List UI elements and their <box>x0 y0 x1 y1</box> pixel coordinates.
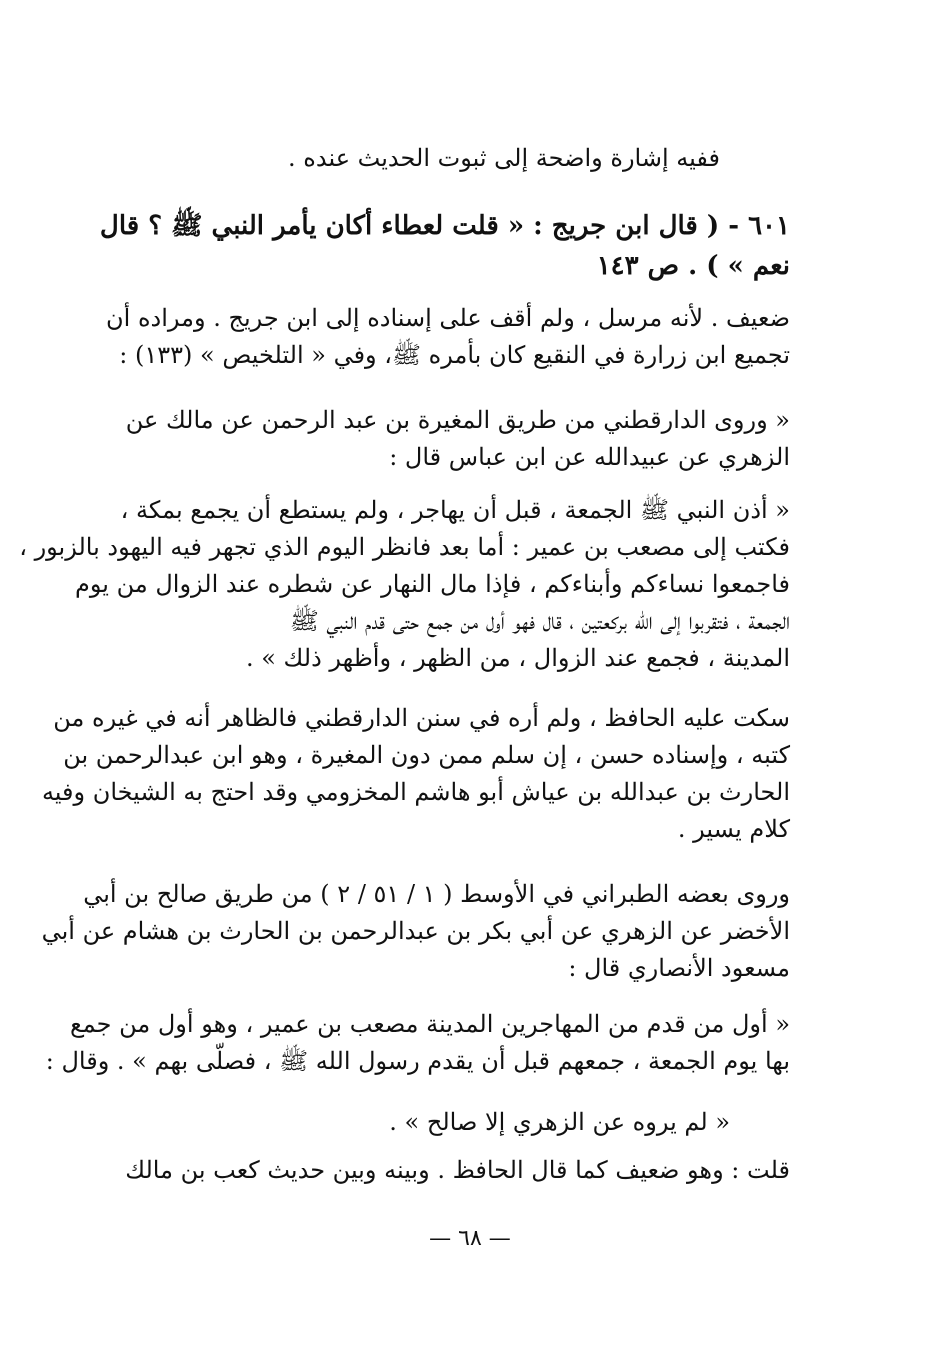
paragraph-tabarani-remark <box>50 1104 730 1141</box>
paragraph-daraqutni-chain <box>110 402 790 476</box>
text-line: فاجمعوا نساءكم وأبناءكم ، فإذا مال النهار عن شطره عند الزوال من يوم <box>75 570 790 598</box>
text-line: المدينة ، فجمع عند الزوال ، من الظهر ، وأظهر ذلك » . <box>245 644 790 672</box>
text-line: الزهري عن عبيدالله عن ابن عباس قال : <box>389 443 790 471</box>
text-line: ضعيف . لأنه مرسل ، ولم أقف على إسناده إلى ابن جريج . ومراده أن <box>106 304 790 332</box>
paragraph-tabarani-chain <box>41 876 790 987</box>
text-line: الحارث بن عبدالله بن عياش أبو هاشم المخزومي وقد احتج به الشيخان وفيه <box>41 778 790 806</box>
text-line: قلت : وهو ضعيف كما قال الحافظ . وبينه وبين حديث كعب بن مالك <box>125 1156 790 1184</box>
paragraph-intro-line <box>40 140 720 177</box>
text-line: « لم يروه عن الزهري إلا صالح » . <box>389 1108 730 1136</box>
page-number: — ٦٨ — <box>429 1226 511 1251</box>
text-line: سكت عليه الحافظ ، ولم أره في سنن الدارقطني فالظاهر أنه في غيره من <box>53 704 790 732</box>
text-line: « أول من قدم من المهاجرين المدينة مصعب بن عمير ، وهو أول من جمع <box>70 1010 790 1038</box>
text-line: بها يوم الجمعة ، جمعهم قبل أن يقدم رسول الله ﷺ ، فصلّى بهم » . وقال : <box>45 1047 790 1075</box>
text-line: مسعود الأنصاري قال : <box>568 954 790 982</box>
text-line: ٦٠١ - ( قال ابن جريج : « قلت لعطاء أكان يأمر النبي ﷺ ؟ قال <box>99 211 790 241</box>
paragraph-ibn-abbas-hadith <box>19 492 790 677</box>
paragraph-grading-paragraph <box>106 300 790 374</box>
text-line: فكتب إلى مصعب بن عمير : أما بعد فانظر اليوم الذي تجهر فيه اليهود بالزبور ، <box>19 533 790 561</box>
paragraph-abu-masud-hadith <box>45 1006 790 1080</box>
paragraph-hafiz-comment <box>41 700 790 848</box>
text-line: الجمعة ، فتقربوا إلى الله بركعتين ، قال فهو أول من جمع حتى قدم النبي ﷺ <box>289 607 790 635</box>
text-line: نعم » ) . ص ١٤٣ <box>596 251 790 281</box>
text-line: كلام يسير . <box>677 815 790 843</box>
text-line: « وروى الدارقطني من طريق المغيرة بن عبد الرحمن عن مالك عن <box>125 406 790 434</box>
text-line: الأخضر عن الزهري عن أبي بكر بن عبدالرحمن بن الحارث بن هشام عن أبي <box>41 917 790 945</box>
text-line: تجميع ابن زرارة في النقيع كان بأمره ﷺ، وفي « التلخيص » (١٣٣) : <box>119 341 790 369</box>
text-line: ففيه إشارة واضحة إلى ثبوت الحديث عنده . <box>288 144 720 172</box>
text-line: « أذن النبي ﷺ الجمعة ، قبل أن يهاجر ، ولم يستطع أن يجمع بمكة ، <box>120 496 790 524</box>
paragraph-hadith-601 <box>99 206 790 286</box>
paragraph-closing-line <box>110 1152 790 1189</box>
text-line: كتبه ، وإسناده حسن ، إن سلم ممن دون المغيرة ، وهو ابن عبدالرحمن بن <box>63 741 790 769</box>
text-line: وروى بعضه الطبراني في الأوسط ( ١ / ٥١ / ٢ ) من طريق صالح بن أبي <box>83 880 790 908</box>
